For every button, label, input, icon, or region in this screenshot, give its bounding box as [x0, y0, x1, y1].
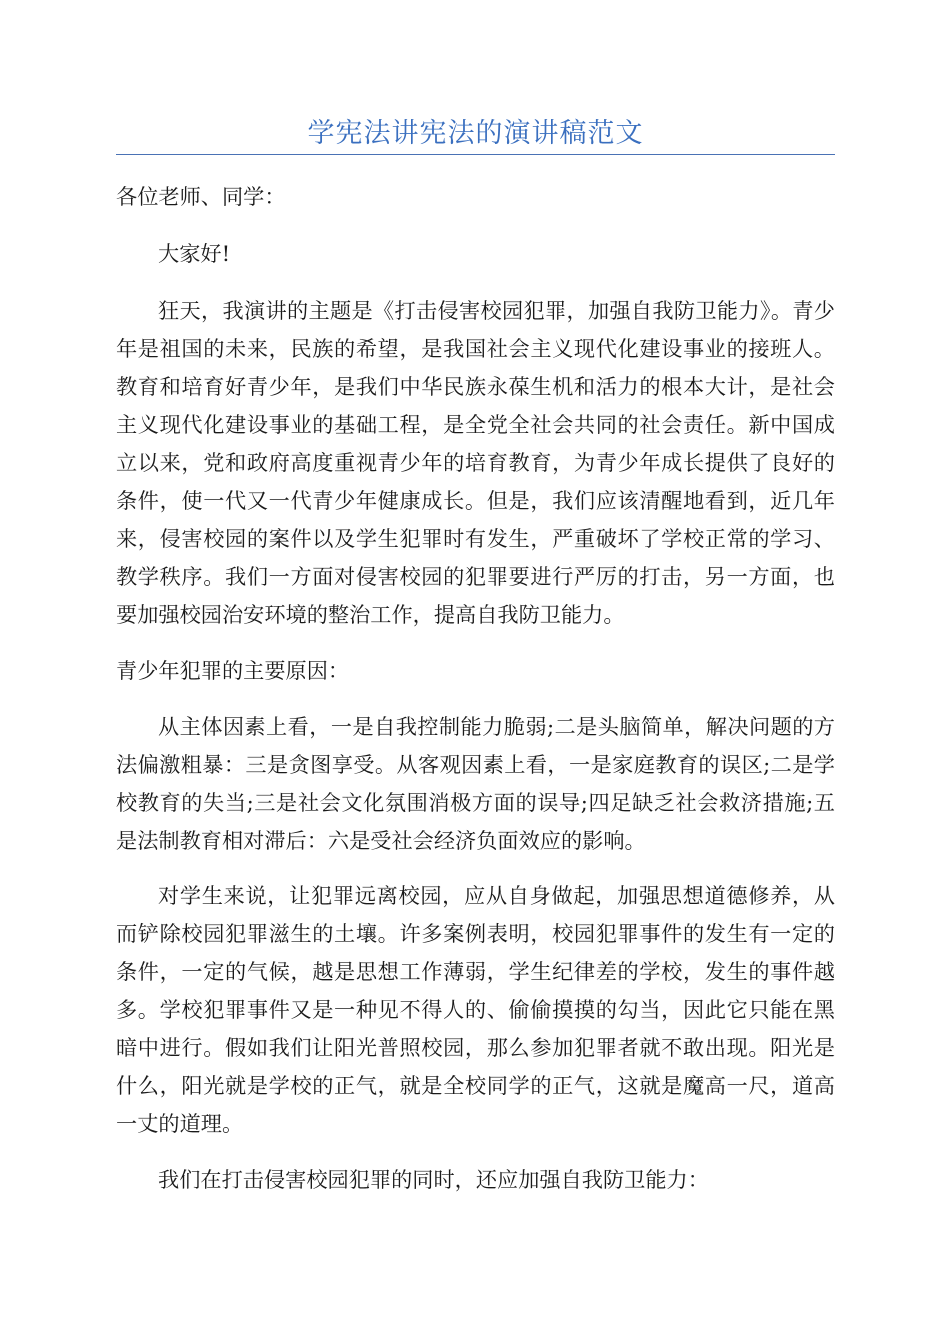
title-underline [116, 154, 835, 155]
greeting: 大家好! [158, 241, 231, 266]
paragraph-intro: 狂天，我演讲的主题是《打击侵害校园犯罪，加强自我防卫能力》。青少年是祖国的未来，民族的希望，是我国社会主义现代化建设事业的接班人。教育和培育好青少年，是我们中华民族永葆生机和活力的根本大计，是社会主义现代化建设事业的基础工程，是全党全社会共同的社会责任。新中国成立以来，党和政府高度重视青少年的培育教育，为青少年成长提供了良好的条件，使一代又一代青少年健康成长。但是，我们应该清醒地看到，近几年来，侵害校园的案件以及学生犯罪时有发生，严重破坏了学校正常的学习、教学秩序。我们一方面对侵害校园的犯罪要进行严厉的打击，另一方面，也要加强校园治安环境的整治工作，提高自我防卫能力。 [116, 298, 835, 627]
salutation: 各位老师、同学： [116, 184, 286, 209]
document-title: 学宪法讲宪法的演讲稿范文 [307, 118, 644, 149]
paragraph-self-defense: 我们在打击侵害校园犯罪的同时，还应加强自我防卫能力： [158, 1167, 709, 1192]
paragraph-causes: 从主体因素上看，一是自我控制能力脆弱;二是头脑简单，解决问题的方法偏激粗暴：三是贪图享受。从客观因素上看，一是家庭教育的误区;二是学校教育的失当;三是社会文化氛围消极方面的误导;四足缺乏社会救济措施;五是法制教育相对滞后：六是受社会经济负面效应的影响。 [116, 714, 835, 853]
document-page [116, 0, 835, 1199]
section-heading-causes: 青少年犯罪的主要原因： [116, 658, 350, 683]
paragraph-students: 对学生来说，让犯罪远离校园，应从自身做起，加强思想道德修养，从而铲除校园犯罪滋生的土壤。许多案例表明，校园犯罪事件的发生有一定的条件，一定的气候，越是思想工作薄弱，学生纪律差的学校，发生的事件越多。学校犯罪事件又是一种见不得人的、偷偷摸摸的勾当，因此它只能在黑暗中进行。假如我们让阳光普照校园，那么参加犯罪者就不敢出现。阳光是什么，阳光就是学校的正气，就是全校同学的正气，这就是魔高一尺，道高一丈的道理。 [116, 883, 835, 1136]
